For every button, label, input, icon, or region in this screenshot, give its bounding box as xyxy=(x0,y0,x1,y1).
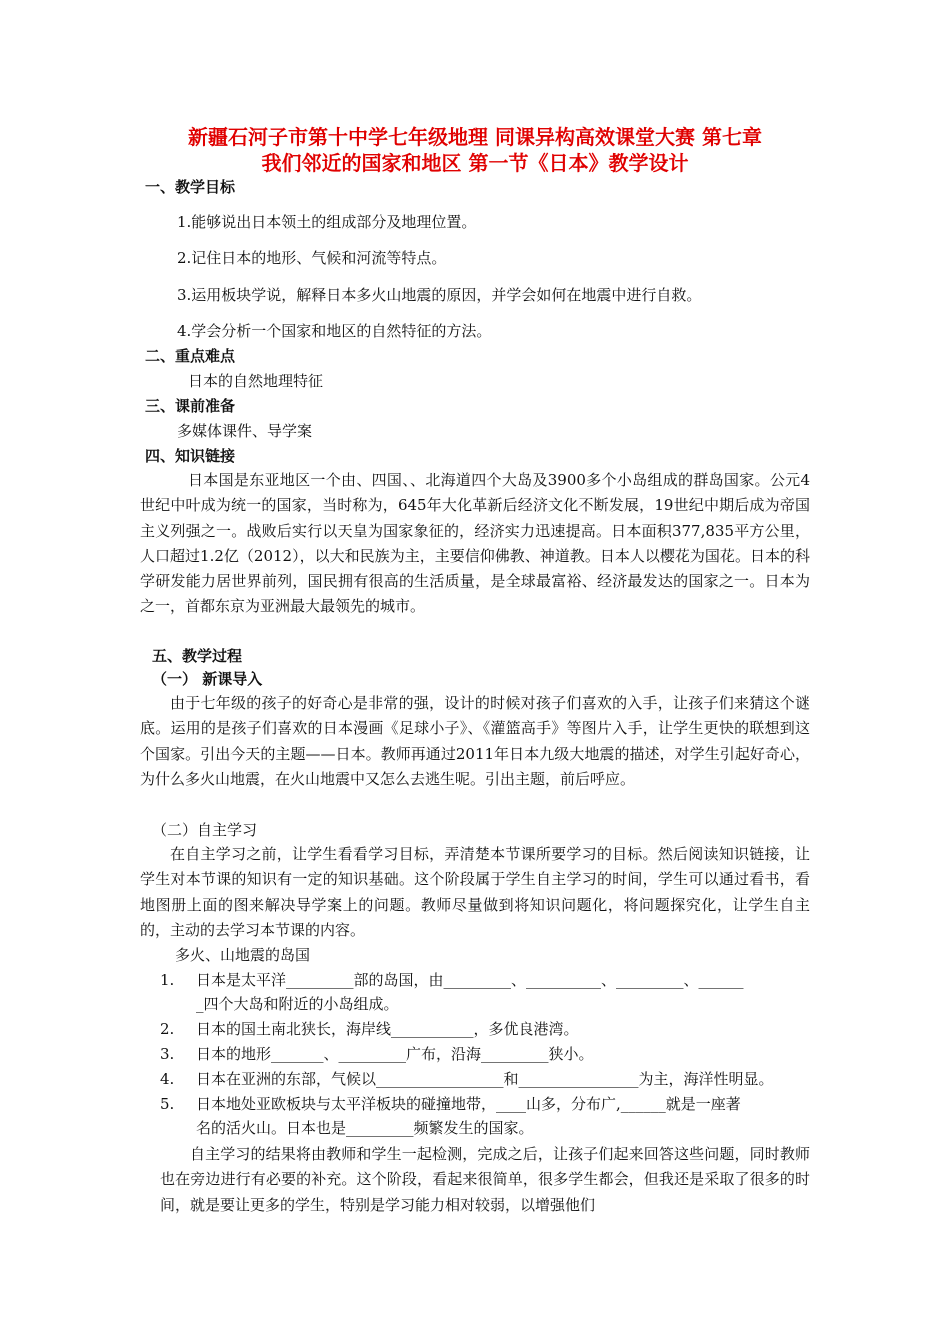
question-text: 日本的国土南北狭长，海岸线___________，多优良港湾。 xyxy=(196,1020,579,1038)
doc-title-line1: 新疆石河子市第十中学七年级地理 同课异构高效课堂大赛 第七章 xyxy=(188,125,762,149)
process-heading: 五、教学过程 xyxy=(152,647,243,665)
question-text: 日本是太平洋_________部的岛国，由_________、__________、_________、______ xyxy=(196,971,744,989)
knowledge-heading: 四、知识链接 xyxy=(145,447,236,465)
doc-title-line2: 我们邻近的国家和地区 第一节《日本》教学设计 xyxy=(261,151,689,175)
self-study-paragraph: 在自主学习之前，让学生看看学习目标，弄清楚本节课所要学习的目标。然后阅读知识链接，让学生对本节课的知识有一定的知识基础。这个阶段属于学生自主学习的时间，学生可以通过看书，看地图册上面的图来解决导学案上的问题。教师尽量做到将知识问题化，将问题探究化，让学生自主的，主动的去学习本节课的内容。 xyxy=(140,845,810,939)
closing-paragraph: 自主学习的结果将由教师和学生一起检测，完成之后，让孩子们起来回答这些问题，同时教师也在旁边进行有必要的补充。这个阶段，看起来很简单，很多学生都会，但我还是采取了很多的时间，就是要让更多的学生，特别是学习能力相对较弱，以增强他们 xyxy=(160,1145,810,1214)
subtopic: 多火、山地震的岛国 xyxy=(175,946,311,964)
question-text: _四个大岛和附近的小岛组成。 xyxy=(196,995,399,1013)
question-text: 日本在亚洲的东部，气候以_________________和________________为主，海洋性明显。 xyxy=(196,1070,774,1088)
question-text: 日本的地形_______、_________广布，沿海_________狭小。 xyxy=(196,1045,594,1063)
question-text: 名的活火山。日本也是_________频繁发生的国家。 xyxy=(196,1119,534,1137)
objective-item: 1.能够说出日本领土的组成部分及地理位置。 xyxy=(177,213,477,231)
objective-item: 3.运用板块学说，解释日本多火山地震的原因，并学会如何在地震中进行自救。 xyxy=(177,286,702,304)
objective-item: 4.学会分析一个国家和地区的自然特征的方法。 xyxy=(177,322,492,340)
focus-heading: 二、重点难点 xyxy=(145,347,236,365)
focus-text: 日本的自然地理特征 xyxy=(188,372,324,390)
question-number: 3. xyxy=(160,1045,175,1063)
knowledge-paragraph: 日本国是东亚地区一个由、四国、、北海道四个大岛及3900多个小岛组成的群岛国家。公元4世纪中叶成为统一的国家，当时称为，645年大化革新后经济文化不断发展，19世纪中期后成为帝国主义列强之一。战败后实行以天皇为国家象征的，经济实力迅速提高。日本面积377,835平方公里，人口超过1.2亿（2012），以大和民族为主，主要信仰佛教、神道教。日本人以樱花为国花。日本的科学研发能力居世界前列，国民拥有很高的生活质量，是全球最富裕、经济最发达的国家之一。日本为之一，首都东京为亚洲最大最领先的城市。 xyxy=(140,471,810,616)
question-number: 5. xyxy=(160,1095,175,1113)
question-text: 日本地处亚欧板块与太平洋板块的碰撞地带，____山多，分布广,______就是一座著 xyxy=(196,1095,741,1113)
prep-heading: 三、课前准备 xyxy=(145,397,236,415)
objective-item: 2.记住日本的地形、气候和河流等特点。 xyxy=(177,249,447,267)
intro-heading: （一） 新课导入 xyxy=(152,670,263,688)
question-number: 2. xyxy=(160,1020,175,1038)
prep-text: 多媒体课件、导学案 xyxy=(177,422,313,440)
intro-paragraph: 由于七年级的孩子的好奇心是非常的强，设计的时候对孩子们喜欢的入手，让孩子们来猜这个谜底。运用的是孩子们喜欢的日本漫画《足球小子》、《灌篮高手》等图片入手，让学生更快的联想到这个国家。引出今天的主题——日本。教师再通过2011年日本九级大地震的描述，对学生引起好奇心，为什么多火山地震，在火山地震中又怎么去逃生呢。引出主题，前后呼应。 xyxy=(140,694,810,788)
objectives-heading: 一、教学目标 xyxy=(145,178,236,196)
question-number: 1. xyxy=(160,971,175,989)
question-number: 4. xyxy=(160,1070,175,1088)
self-study-heading: （二）自主学习 xyxy=(152,821,258,839)
